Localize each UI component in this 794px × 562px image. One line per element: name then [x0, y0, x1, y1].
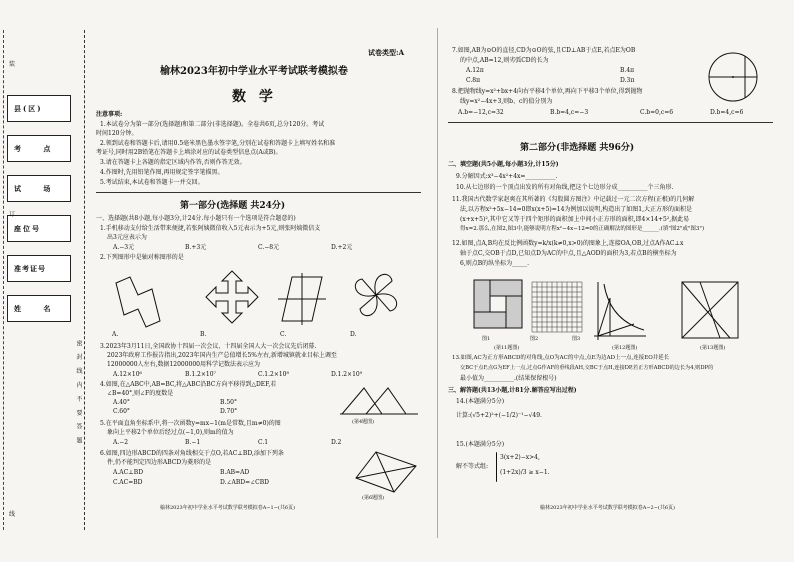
q8-text: 8.把抛物线y=x²+bx+4向右平移4个单位,再向下平移3个单位,得到抛物 [452, 88, 643, 95]
fig12-hyperbola [594, 282, 646, 340]
q14-heading: 14.(本题满分5分) [456, 398, 505, 405]
q1-option-d: D.+2元 [331, 244, 353, 251]
seat-number-label: 座位号 [14, 224, 41, 233]
fig2-grid [532, 282, 582, 332]
q6-option-a: A.AC⊥BD [113, 469, 144, 476]
q2-lightning-shape [116, 277, 160, 327]
notice-line: 2.领到试卷和答题卡后,请用0.5毫米黑色墨水签字笔,分别在试卷和答题卡上填写姓名和准 [100, 140, 336, 147]
q5-option-a: A.−2 [113, 439, 129, 446]
binding-mark-middle: 订 [9, 211, 16, 218]
name-label: 姓 名 [14, 304, 61, 313]
q13-text: 最小值为__________.(结果保留根号) [460, 375, 557, 382]
q12-text: 轴于点C,交OB于点D,已知点D为AC的中点,且△AOD的面积为3,若点B的横坐标为 [460, 250, 677, 257]
binding-line [84, 30, 85, 530]
q1-option-b: B.+3元 [185, 244, 207, 251]
part1-intro: 一、选择题(共8小题,每小题3分,计24分.每小题只有一个选项是符合题意的) [96, 215, 296, 222]
q2-option-d: D. [350, 331, 357, 338]
q11-text: 11.我国古代数学家赵爽在其所著的《勾股圆方图注》中记载过一元二次方程(正根)的几何解 [452, 196, 695, 203]
fig13-caption: (第13题图) [700, 345, 726, 351]
binding-mark-top: 装 [9, 61, 16, 68]
notice-line: 4.作图时,先用铅笔作图,再用规定签字笔描黑。 [100, 169, 224, 176]
q1-option-a: A.−3元 [113, 244, 135, 251]
q7-option-c: C.8π [466, 77, 481, 84]
q11-text: 得x=2.那么,在图2,图3中,能够说明方程x²−4x−12=0的正确解法的图形是______.(填"图2"或"图3") [460, 226, 705, 232]
q11-text: 法,以方程x²+5x−14=0即x(x+5)=14为例加以说明,构造出了如图1,大正方形的面积是 [460, 206, 693, 213]
fig1-caption: 图1 [482, 336, 491, 342]
q3-text: 12000000人左右,数据12000000用科学记数法表示应为 [107, 361, 260, 368]
notice-line: 1.本试卷分为第一部分(选择题)和第二部分(非选择题)。全卷共6页,总分120分。考试 [100, 121, 325, 128]
q2-pinwheel-shape [355, 274, 396, 315]
q7-text: 的中点,AB=12,则劣弧CD的长为 [460, 57, 549, 64]
footer-left: 榆林2023年初中学业水平考试数学联考模拟卷A−1−(共6页) [160, 505, 295, 511]
solve-heading: 三、解答题(共13小题,计81分.解答应写出过程) [448, 387, 577, 394]
q13-text: 13.如图,AC为正方形ABCD的对角线,点O为AC的中点,点E为边AD上一点,连接EO并延长 [452, 355, 670, 361]
q6-option-b: B.AB=AD [220, 469, 250, 476]
q6-option-d: D.∠ABD=∠CBD [220, 479, 269, 486]
q2-option-c: C. [280, 331, 287, 338]
part1-title: 第一部分(选择题 共24分) [180, 201, 286, 211]
q3-text: 2023年政府工作报告指出,2023年国内生产总值增长5%左右,新增城镇就业目标上调至 [107, 352, 337, 359]
q4-figure [338, 384, 422, 422]
binding-warning: 密 封 线 内 不 要 答 题 [75, 340, 82, 447]
q5-option-d: D.2 [331, 439, 342, 446]
q15-inequality-2: (1+2x)/3 ≥ x−1. [500, 469, 550, 476]
footer-right: 榆林2023年初中学业水平考试数学联考模拟卷A−2−(共6页) [540, 505, 675, 511]
q11-text: (x+x+5)²,其中它又等于四个矩形的面积加上中间小正方形的面积,即4×14+5²,据此易 [460, 216, 690, 223]
q9-text: 9.分解因式:x³−4x²+4x=__________. [456, 173, 558, 180]
q7-option-a: A.12π [466, 67, 484, 74]
q1-text: 1.手机移动支付给生活带来便捷,若张阿姨微信收入5元表示为+5元,则张阿姨微信支 [100, 225, 321, 232]
fig2-caption: 图2 [530, 336, 539, 342]
column-divider [437, 28, 438, 538]
notice-divider [96, 192, 421, 193]
q2-arrow-cross-shape [206, 271, 258, 323]
notice-heading: 注意事项: [96, 111, 123, 118]
q3-option-b: B.1.2×10⁷ [185, 371, 216, 378]
seat-number-box [7, 215, 71, 242]
q15-text: 解不等式组: [456, 463, 489, 470]
q5-option-b: B.−1 [185, 439, 201, 446]
q2-option-a: A. [112, 331, 119, 338]
q4-text: 4.如图,在△ABC中,AB=BC,将△ABC沿BC方向平移得到△DEF,若 [100, 381, 277, 388]
paper-type: 试卷类型:A [368, 48, 405, 57]
q10-text: 10.从七边形的一个顶点出发的所有对角线,把这个七边形分成__________个三角形. [456, 184, 674, 191]
q6-figure [350, 448, 422, 498]
q14-text: 计算:(√5+2)²+(−1/2)⁻¹−√49. [456, 412, 542, 419]
notice-line: 考证号,同时用2B铅笔在答题卡上填涂对应的试卷类型信息点(A或B)。 [96, 149, 282, 156]
q12-text: 6,则点B的纵坐标为_____. [460, 260, 530, 267]
fig3-caption: 图3 [572, 336, 581, 342]
q4-option-b: B.50° [220, 399, 237, 406]
q7-circle-figure [704, 48, 762, 106]
q15-heading: 15.(本题满分5分) [456, 441, 505, 448]
q8-text: 线y=x²−4x+3,则b、c的值分别为 [460, 98, 553, 105]
q11-q13-figures [470, 276, 770, 348]
q8-option-b: B.b=4,c=−3 [550, 109, 589, 116]
q2-parallelogram-shape [278, 273, 326, 325]
q4-option-c: C.60° [113, 408, 130, 415]
admission-number-label: 准考证号 [14, 264, 46, 273]
q4-option-a: A.40° [113, 399, 130, 406]
fig13-square [682, 282, 738, 338]
q13-text: 交BC于点F,点G为EF上一点,过点G作AF的垂线段AH,交BC于点H,连接DP,若正方形ABCD的边长为4,则DP的 [460, 365, 714, 371]
q6-caption: (第6题图) [362, 495, 385, 501]
exam-room-label: 试 场 [14, 184, 61, 193]
county-label: 县(区) [14, 104, 43, 113]
exam-room-box [7, 175, 71, 202]
q1-text: 出3元应表示为 [107, 234, 147, 241]
q1-option-c: C.−8元 [258, 244, 280, 251]
q3-text: 3.2023年3月11日,全国政协十四届一次会议、十四届全国人大一次会议先后闭幕. [100, 343, 317, 350]
q2-figures [108, 265, 428, 329]
q7-text: 7.如图,AB为⊙O的直径,CD为⊙O的弦,且CD⊥AB于点E,若点E为OB [452, 47, 636, 54]
q15-inequality-1: 3(x+2)−x>4, [500, 454, 540, 461]
part2-title: 第二部分(非选择题 共96分) [520, 143, 635, 153]
q3-option-a: A.12×10⁶ [113, 371, 142, 378]
fig12-caption: (第12题图) [612, 345, 638, 351]
q4-caption: (第4题图) [352, 419, 375, 425]
q5-text: 象向上平移2个单位后经过点(−1,0),则m的值为 [107, 429, 234, 436]
fig11-caption: (第11题图) [494, 345, 520, 351]
name-box [7, 295, 71, 322]
q8-option-c: C.b=0,c=6 [640, 109, 674, 116]
q4-text: ∠B=40°,则∠F的度数是 [107, 390, 174, 397]
q5-text: 5.在平面直角坐标系中,将一次函数y=mx−1(m是常数,且m≠0)的图 [100, 420, 281, 427]
q12-text: 12.如图,点A,B均在反比例函数y=k/x(k≠0,x>0)的图象上,连接OA,OB,过点A作AC⊥x [452, 240, 684, 247]
exam-site-box [7, 135, 71, 162]
notice-line: 时间120分钟。 [96, 130, 138, 137]
q4-option-d: D.70° [220, 408, 238, 415]
notice-line: 5.考试结束,本试卷和答题卡一并交回。 [100, 179, 204, 186]
notice-line: 3.请在答题卡上各题的指定区域内作答,否则作答无效。 [100, 159, 246, 166]
q3-option-c: C.1.2×10⁸ [258, 371, 289, 378]
admission-number-box [7, 255, 71, 282]
exam-title: 榆林2023年初中学业水平考试联考模拟卷 [160, 66, 348, 77]
q7-option-d: D.3π [620, 77, 635, 84]
q8-option-a: A.b=−12,c=32 [458, 109, 504, 116]
county-field-box [7, 95, 71, 122]
binding-edge-line [3, 30, 4, 530]
fig1-square-tiling [474, 280, 522, 328]
q6-text: 6.如图,四边形ABCD的四条对角线相交于点O,若AC⊥BD,添加下列条 [100, 450, 284, 457]
q7-option-b: B.4π [620, 67, 635, 74]
q3-option-d: D.1.2×10⁹ [331, 371, 363, 378]
q6-option-c: C.AC=BD [113, 479, 143, 486]
q15-brace [496, 452, 497, 482]
q2-text: 2.下列图形中是轴对称图形的是 [100, 254, 184, 261]
part2-divider [448, 122, 773, 123]
subject-title: 数 学 [232, 89, 277, 105]
binding-mark-bottom: 线 [9, 511, 16, 518]
q8-option-d: D.b=4,c=6 [710, 109, 744, 116]
fill-heading: 二、填空题(共5小题,每小题3分,计15分) [448, 161, 559, 168]
q6-text: 件,仍不能判定四边形ABCD为菱形的是 [107, 459, 212, 466]
q2-option-b: B. [200, 331, 207, 338]
exam-site-label: 考 点 [14, 144, 61, 153]
q5-option-c: C.1 [258, 439, 269, 446]
